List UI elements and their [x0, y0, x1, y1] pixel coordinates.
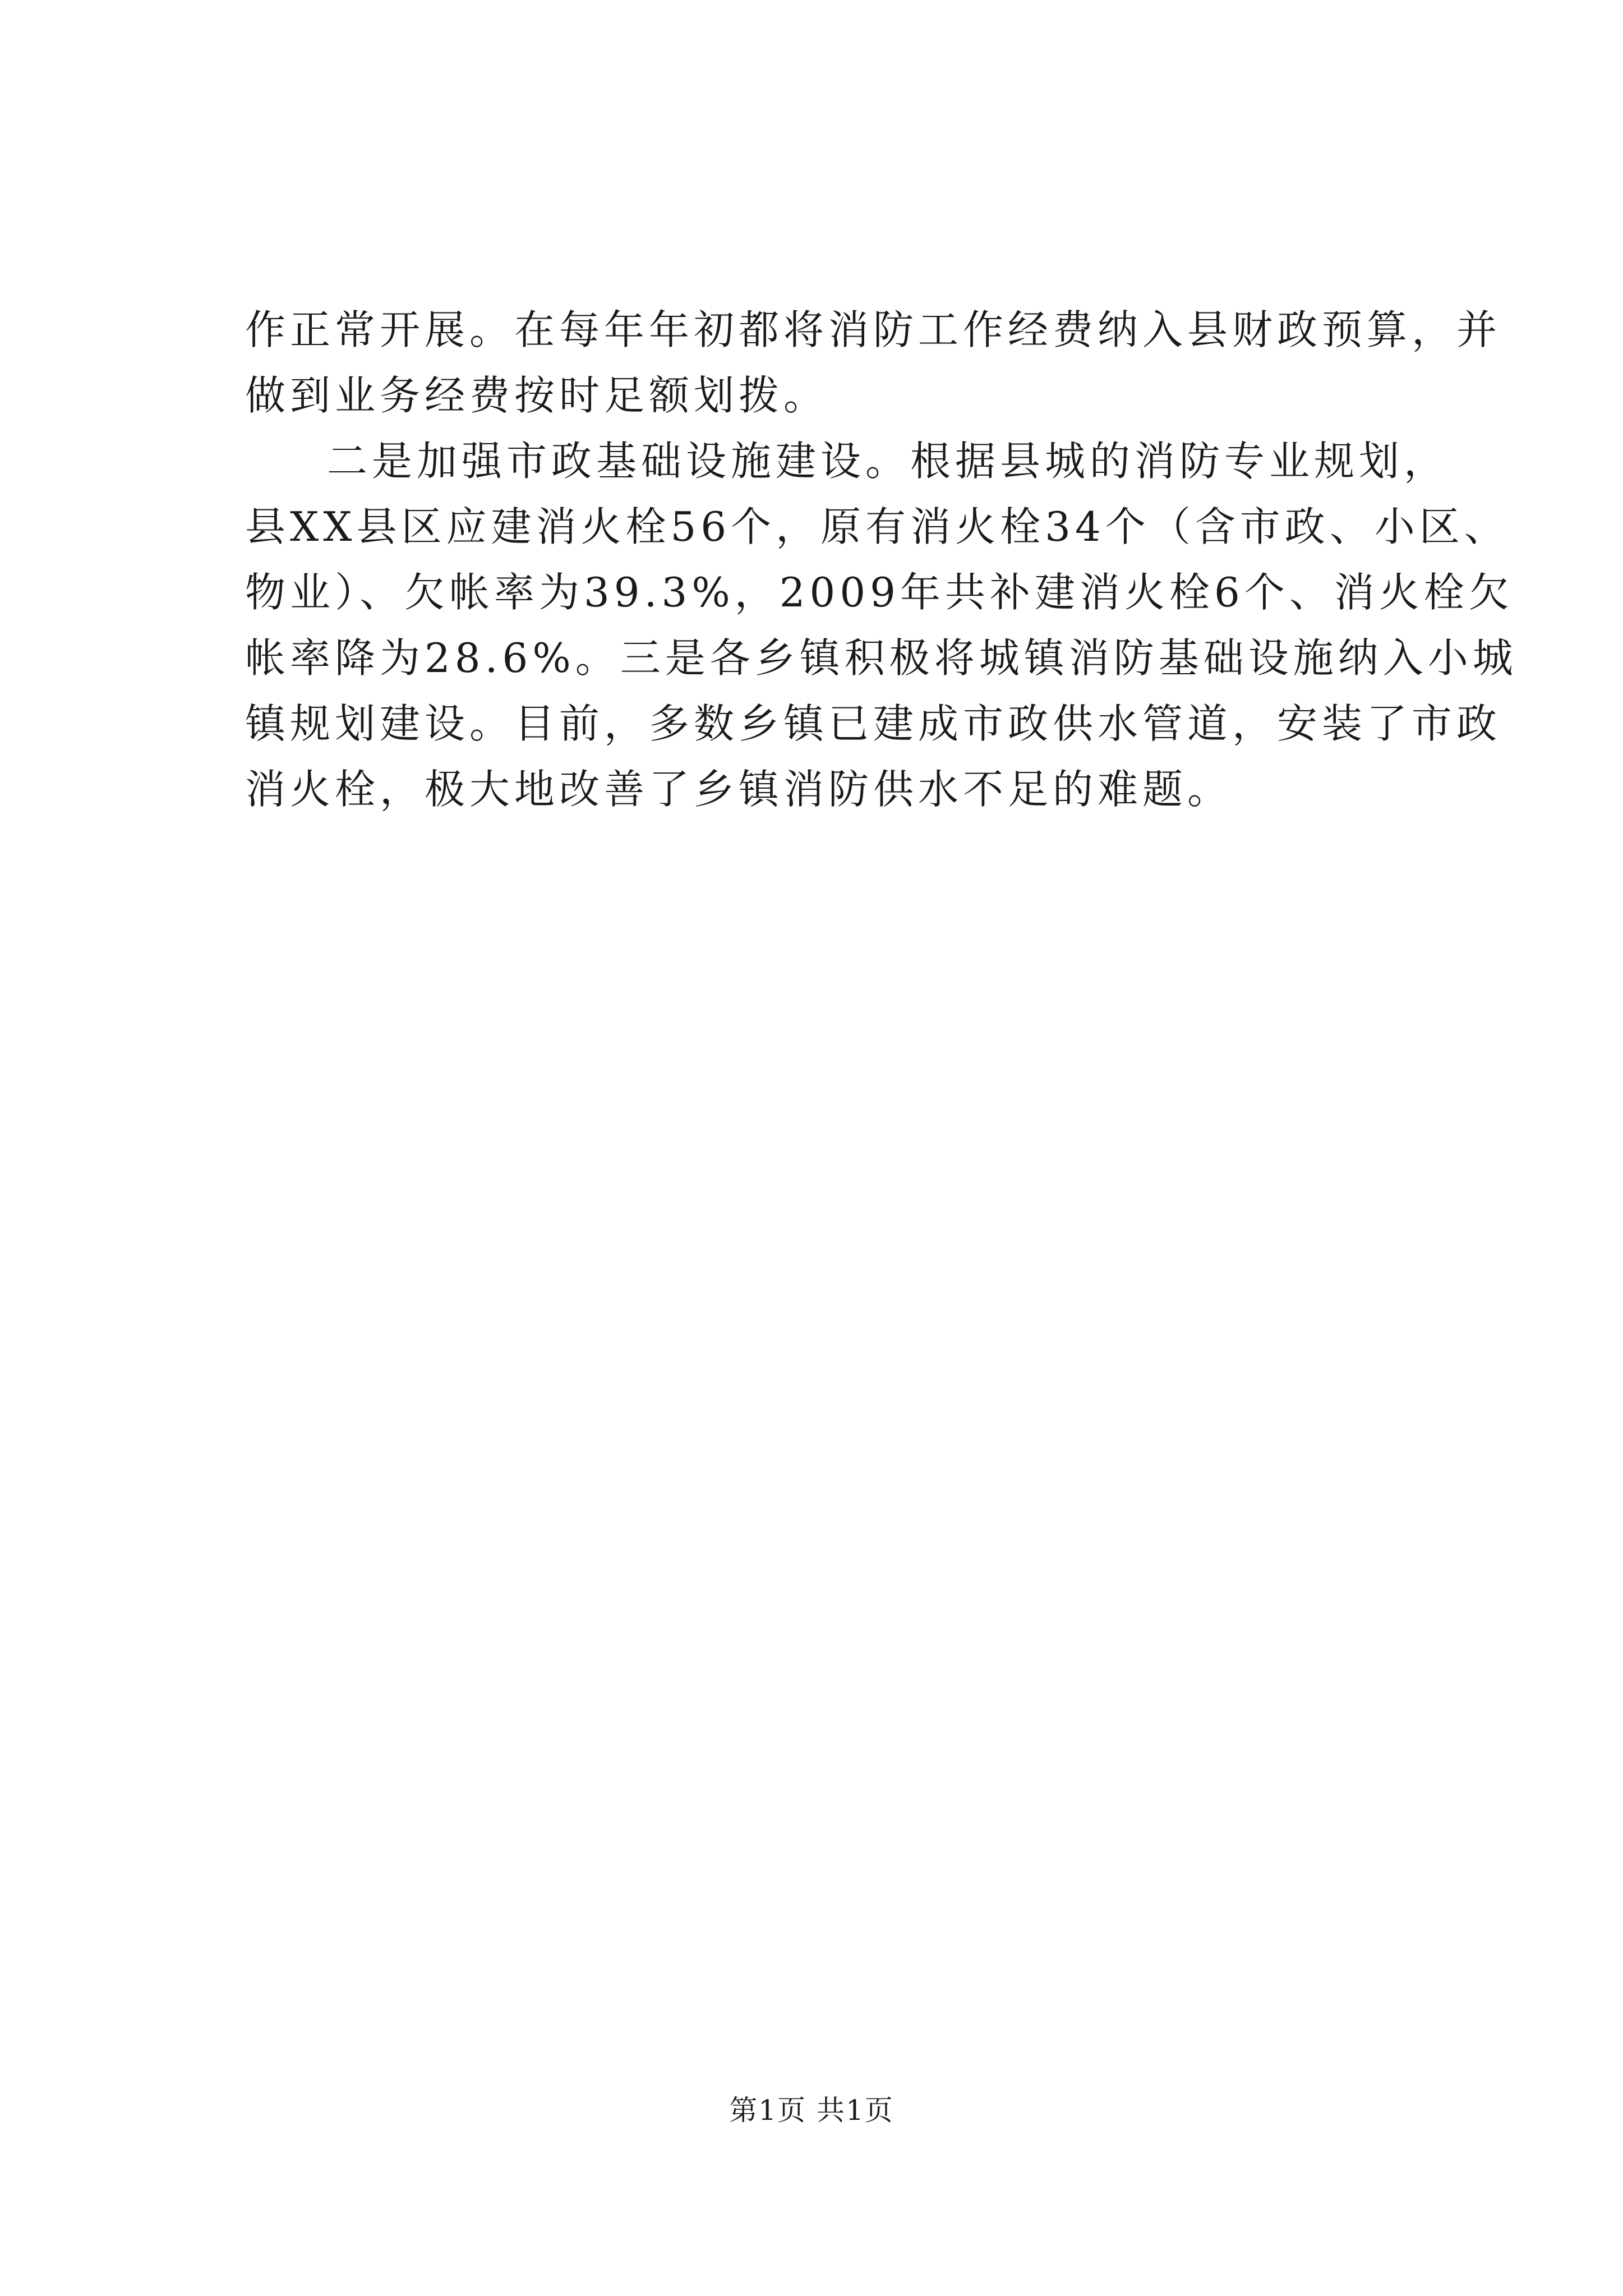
paragraph-line: 县XX县区应建消火栓56个，原有消火栓34个（含市政、小区、: [245, 503, 1509, 550]
paragraph-line: 二是加强市政基础设施建设。根据县城的消防专业规划，: [327, 438, 1449, 485]
paragraph-line: 作正常开展。在每年年初都将消防工作经费纳入县财政预算，并: [245, 306, 1502, 353]
page-number-indicator: 第1页 共1页: [729, 2094, 894, 2127]
paragraph-line: 做到业务经费按时足额划拨。: [245, 372, 829, 419]
document-body: [245, 297, 1518, 822]
paragraph-line: 物业）、欠帐率为39.3%，2009年共补建消火栓6个、消火栓欠: [245, 569, 1514, 616]
paragraph-line: 消火栓，极大地改善了乡镇消防供水不足的难题。: [245, 766, 1233, 813]
paragraph-line: 帐率降为28.6%。三是各乡镇积极将城镇消防基础设施纳入小城: [245, 634, 1518, 682]
paragraph-line: 镇规划建设。目前，多数乡镇已建成市政供水管道，安装了市政: [245, 700, 1502, 747]
page-footer: [0, 2093, 1623, 2127]
